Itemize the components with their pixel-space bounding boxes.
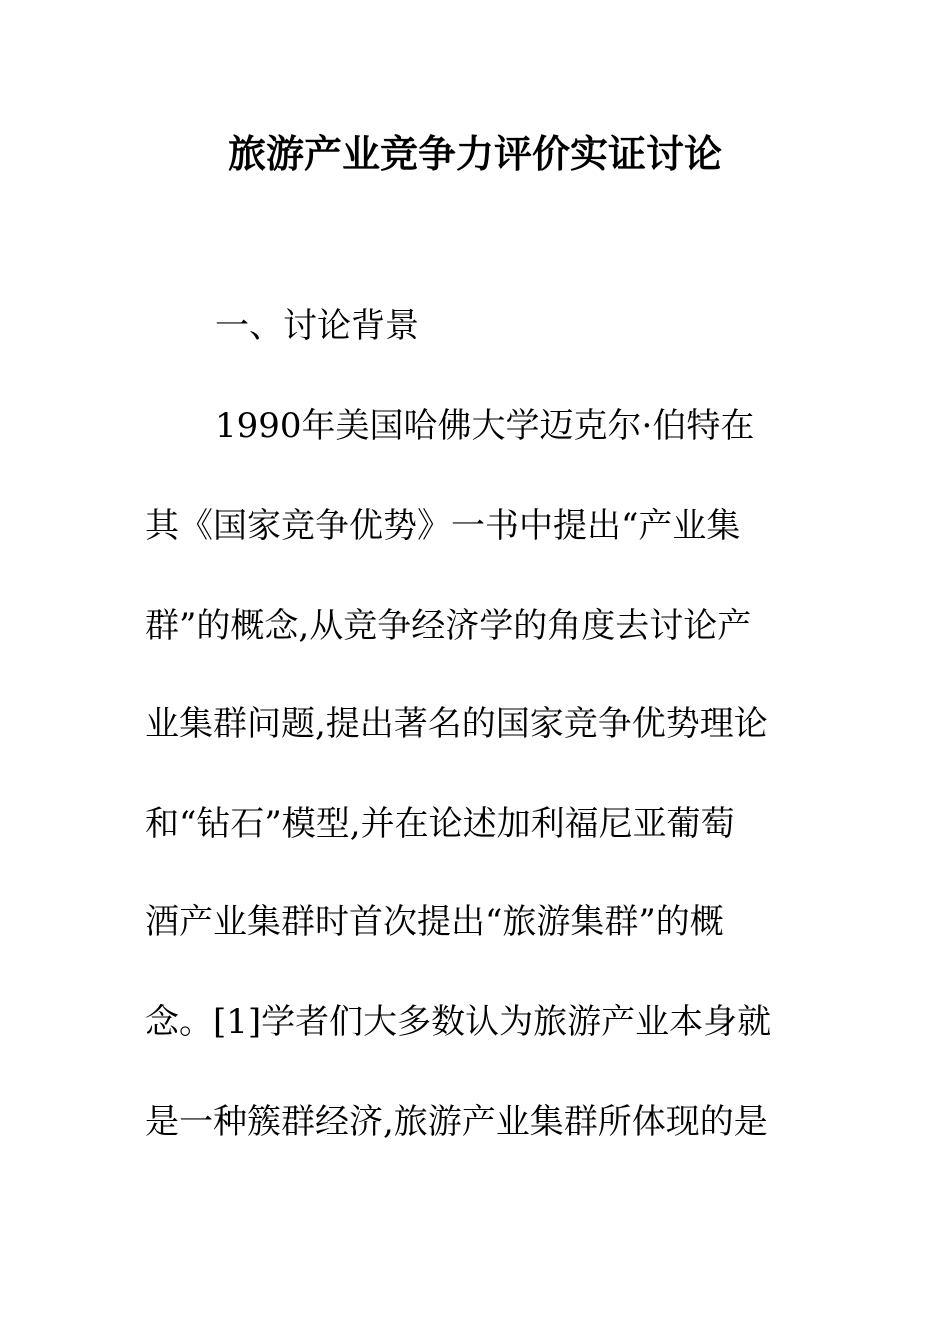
section-heading: 一、讨论背景 [215, 306, 419, 346]
paragraph-line: 酒产业集群时首次提出“旅游集群”的概 [145, 902, 724, 942]
paragraph-line: 是一种簇群经济,旅游产业集群所体现的是 [145, 1102, 768, 1142]
paragraph-line: 1990年美国哈佛大学迈克尔·伯特在 [215, 406, 755, 446]
paragraph-line: 其《国家竞争优势》一书中提出“产业集 [145, 506, 741, 546]
paragraph-line: 和“钻石”模型,并在论述加利福尼亚葡萄 [145, 804, 735, 844]
paragraph-line: 业集群问题,提出著名的国家竞争优势理论 [145, 704, 768, 744]
document-title: 旅游产业竞争力评价实证讨论 [227, 131, 722, 176]
paragraph-line: 念。[1]学者们大多数认为旅游产业本身就 [145, 1002, 772, 1042]
paragraph-line: 群”的概念,从竞争经济学的角度去讨论产 [145, 606, 752, 646]
